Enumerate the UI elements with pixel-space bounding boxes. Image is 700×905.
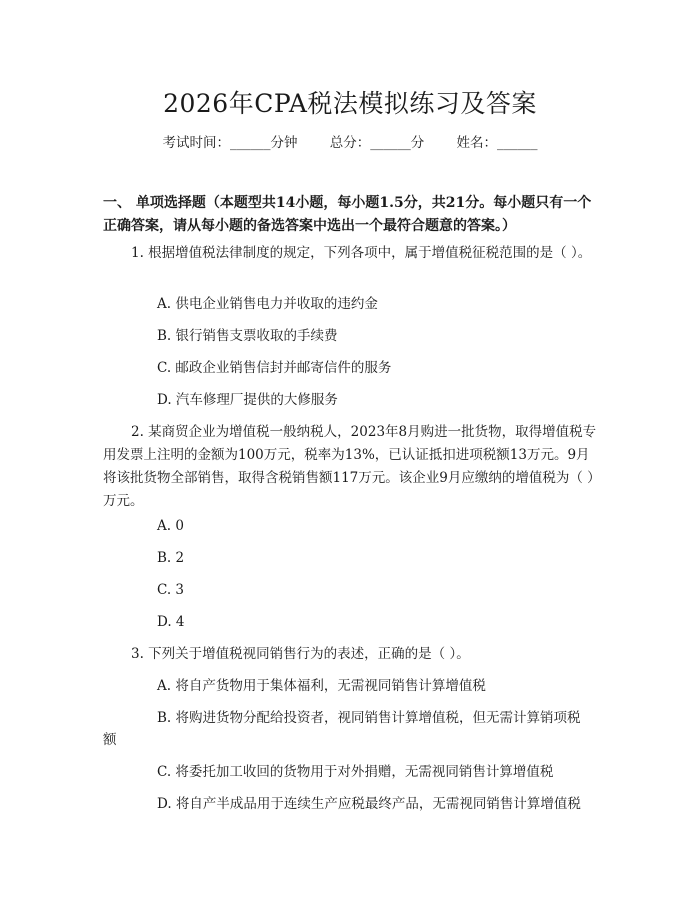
question-1-option-a: A. 供电企业销售电力并收取的违约金 [157,296,378,312]
question-1-option-d: D. 汽车修理厂提供的大修服务 [157,392,338,408]
question-3-stem: 3. 下列关于增值税视同销售行为的表述，正确的是（ ）。 [131,646,470,662]
exam-time: 考试时间：______分钟 [162,135,298,151]
question-3-option-a: A. 将自产货物用于集体福利，无需视同销售计算增值税 [157,678,486,694]
question-3-option-c: C. 将委托加工收回的货物用于对外捐赠，无需视同销售计算增值税 [157,764,554,780]
question-3-option-b-continued: 额 [103,732,117,748]
exam-meta [0,131,700,151]
question-2-option-b: B. 2 [157,550,185,566]
question-2-option-c: C. 3 [157,582,185,598]
question-3-option-b: B. 将购进货物分配给投资者，视同销售计算增值税，但无需计算销项税 [157,710,581,726]
student-name: 姓名：______ [456,135,538,151]
question-3-option-d: D. 将自产半成品用于连续生产应税最终产品，无需视同销售计算增值税 [157,796,581,812]
question-1-stem: 1. 根据增值税法律制度的规定，下列各项中，属于增值税征税范围的是（ ）。 [131,245,592,261]
question-2-option-d: D. 4 [157,614,185,630]
question-2-stem: 2. 某商贸企业为增值税一般纳税人，2023年8月购进一批货物，取得增值税专用发票上注明的金额为100万元，税率为13%，已认证抵扣进项税额13万元。9月将该批货物全部销售，取得含税销售额117万元。该企业9月应缴纳的增值税为（ ）万元。 [103,424,597,509]
section-heading: 一、 单项选择题（本题型共14小题，每小题1.5分，共21分。每小题只有一个正确答案，请从每小题的备选答案中选出一个最符合题意的答案。） [103,195,592,234]
question-1-option-c: C. 邮政企业销售信封并邮寄信件的服务 [157,360,392,376]
question-1-option-b: B. 银行销售支票收取的手续费 [157,328,338,344]
page-title: 2026年CPA税法模拟练习及答案 [163,89,537,118]
total-score: 总分：______分 [329,135,425,151]
question-2-option-a: A. 0 [157,518,184,534]
